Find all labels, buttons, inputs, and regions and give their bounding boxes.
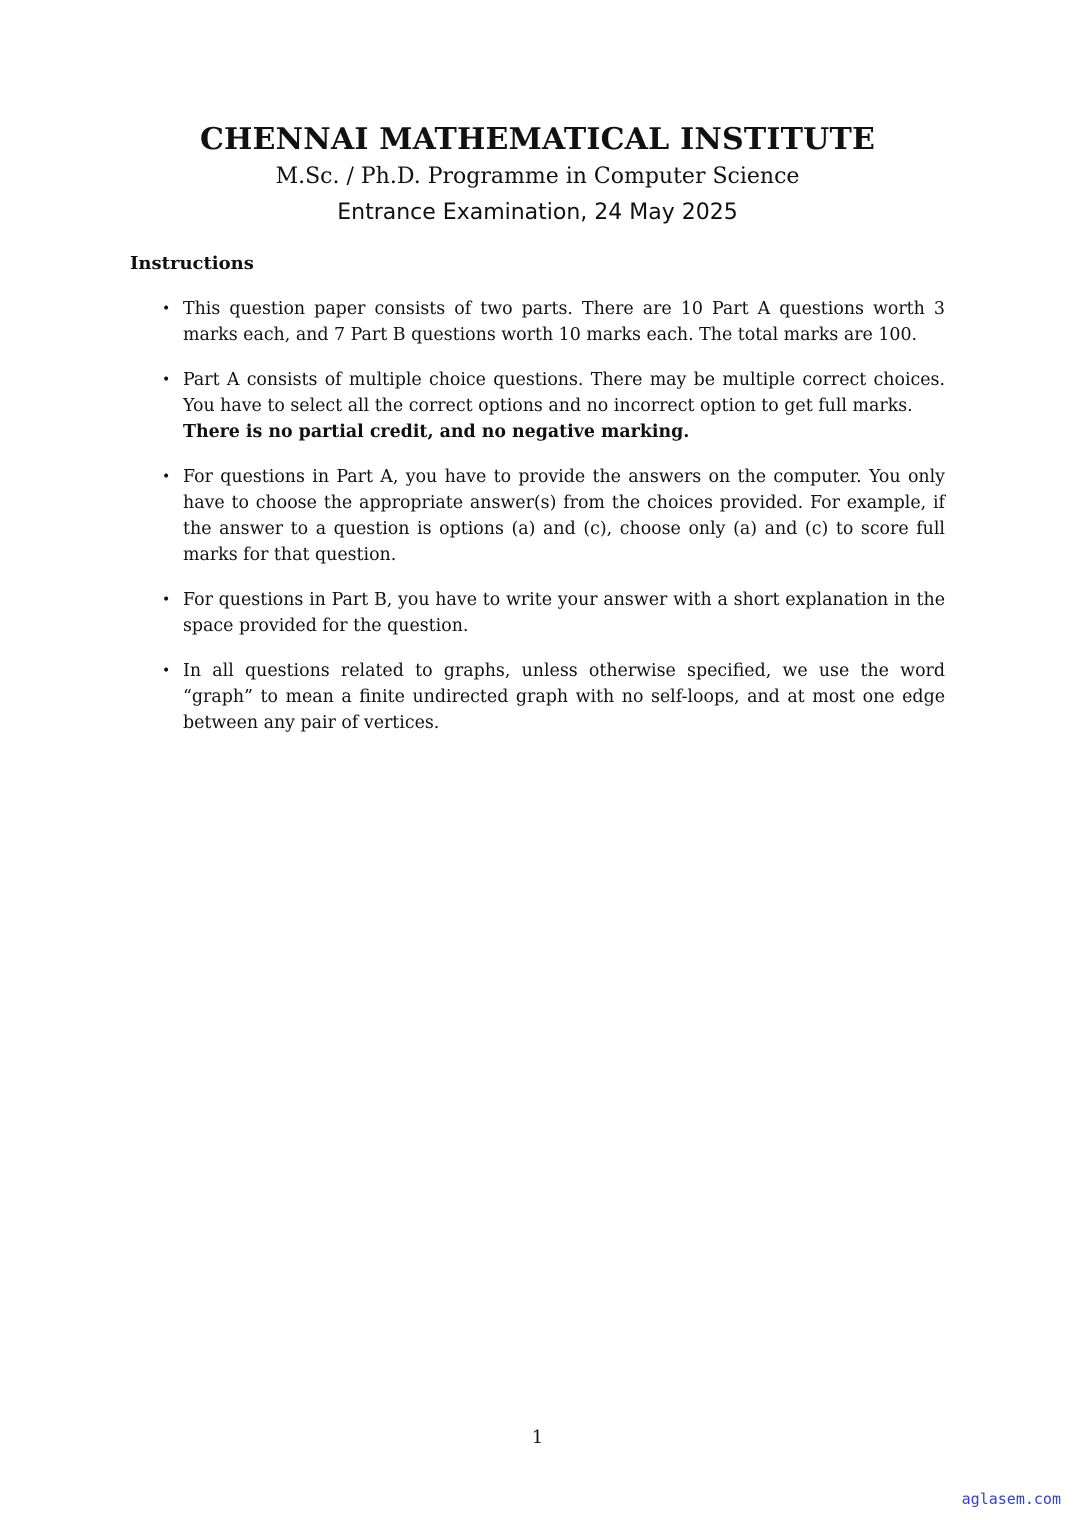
instruction-text-2: Part A consists of multiple choice questions. There may be multiple correct choices. You have to select all the correct options and no incorrect option to get full marks.	[183, 370, 945, 416]
instruction-item-5	[162, 658, 945, 736]
instruction-text-3: For questions in Part A, you have to provide the answers on the computer. You only have to choose the appropriate answer(s) from the choices provided. For example, if the answer to a question is options (a) and (c), choose only (a) and (c) to score full marks for that question.	[183, 467, 945, 565]
instruction-text-5: In all questions related to graphs, unless otherwise specified, we use the word “graph” to mean a finite undirected graph with no self-loops, and at most one edge between any pair of vertices.	[183, 661, 945, 733]
exam-date-line: Entrance Examination, 24 May 2025	[337, 200, 738, 225]
instruction-list	[162, 296, 945, 755]
bullet-icon: •	[162, 469, 171, 485]
instruction-item-1	[162, 296, 945, 348]
instruction-text-1: This question paper consists of two parts. There are 10 Part A questions worth 3 marks each, and 7 Part B questions worth 10 marks each. The total marks are 100.	[183, 299, 945, 345]
instruction-emphasis-2: There is no partial credit, and no negative marking.	[183, 422, 690, 442]
instruction-text-4: For questions in Part B, you have to write your answer with a short explanation in the space provided for the question.	[183, 590, 945, 636]
instruction-item-2	[162, 367, 945, 445]
instruction-item-4	[162, 587, 945, 639]
page-number: 1	[531, 1427, 544, 1448]
bullet-icon: •	[162, 372, 171, 388]
programme-subtitle: M.Sc. / Ph.D. Programme in Computer Science	[275, 164, 800, 189]
bullet-icon: •	[162, 301, 171, 317]
watermark: aglasem.com	[961, 1490, 1061, 1508]
bullet-icon: •	[162, 592, 171, 608]
instruction-item-3	[162, 464, 945, 568]
instructions-heading: Instructions	[130, 253, 254, 274]
institute-title: CHENNAI MATHEMATICAL INSTITUTE	[199, 122, 876, 157]
bullet-icon: •	[162, 663, 171, 679]
